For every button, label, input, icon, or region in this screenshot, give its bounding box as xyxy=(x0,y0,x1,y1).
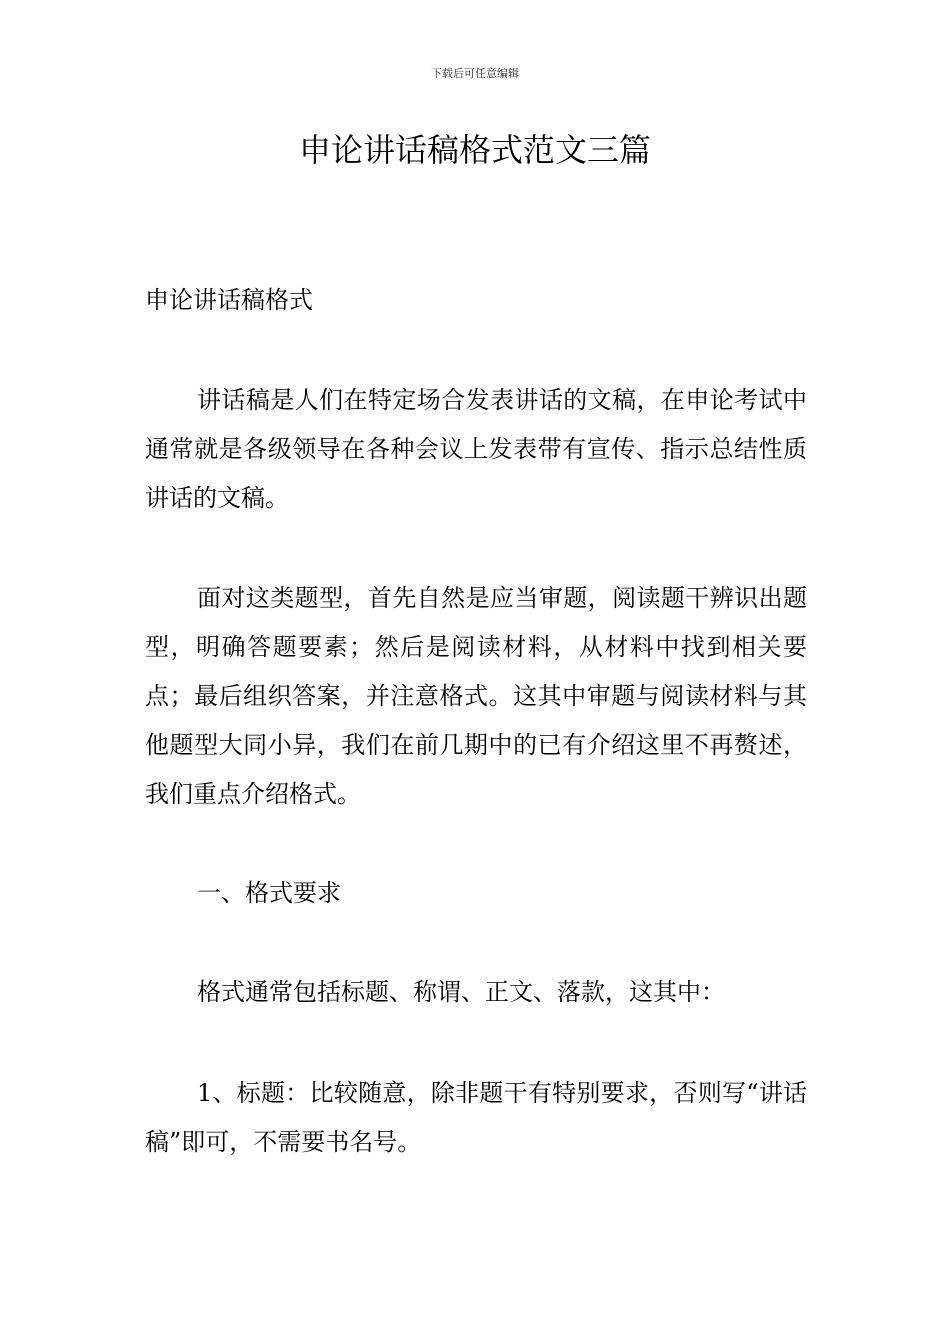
paragraph-format-components: 格式通常包括标题、称谓、正文、落款，这其中： xyxy=(197,978,725,1006)
paragraph-title-rule: 1、标题：比较随意，除非题干有特别要求，否则写“讲话稿”即可，不需要书名号。 xyxy=(145,1079,807,1156)
subheading-format-requirements: 一、格式要求 xyxy=(197,879,341,907)
paragraph-approach: 面对这类题型，首先自然是应当审题，阅读题干辨识出题型，明确答题要素；然后是阅读材料，从材料中找到相关要点；最后组织答案，并注意格式。这其中审题与阅读材料与其他题型大同小异，我们在前几期中的已有介绍这里不再赘述，我们重点介绍格式。 xyxy=(145,584,807,808)
document-title: 申论讲话稿格式范文三篇 xyxy=(298,131,651,169)
section-heading: 申论讲话稿格式 xyxy=(145,286,313,314)
paragraph-definition: 讲话稿是人们在特定场合发表讲话的文稿，在申论考试中通常就是各级领导在各种会议上发表带有宣传、指示总结性质讲话的文稿。 xyxy=(145,386,807,512)
header-note: 下载后可任意编辑 xyxy=(431,67,519,80)
